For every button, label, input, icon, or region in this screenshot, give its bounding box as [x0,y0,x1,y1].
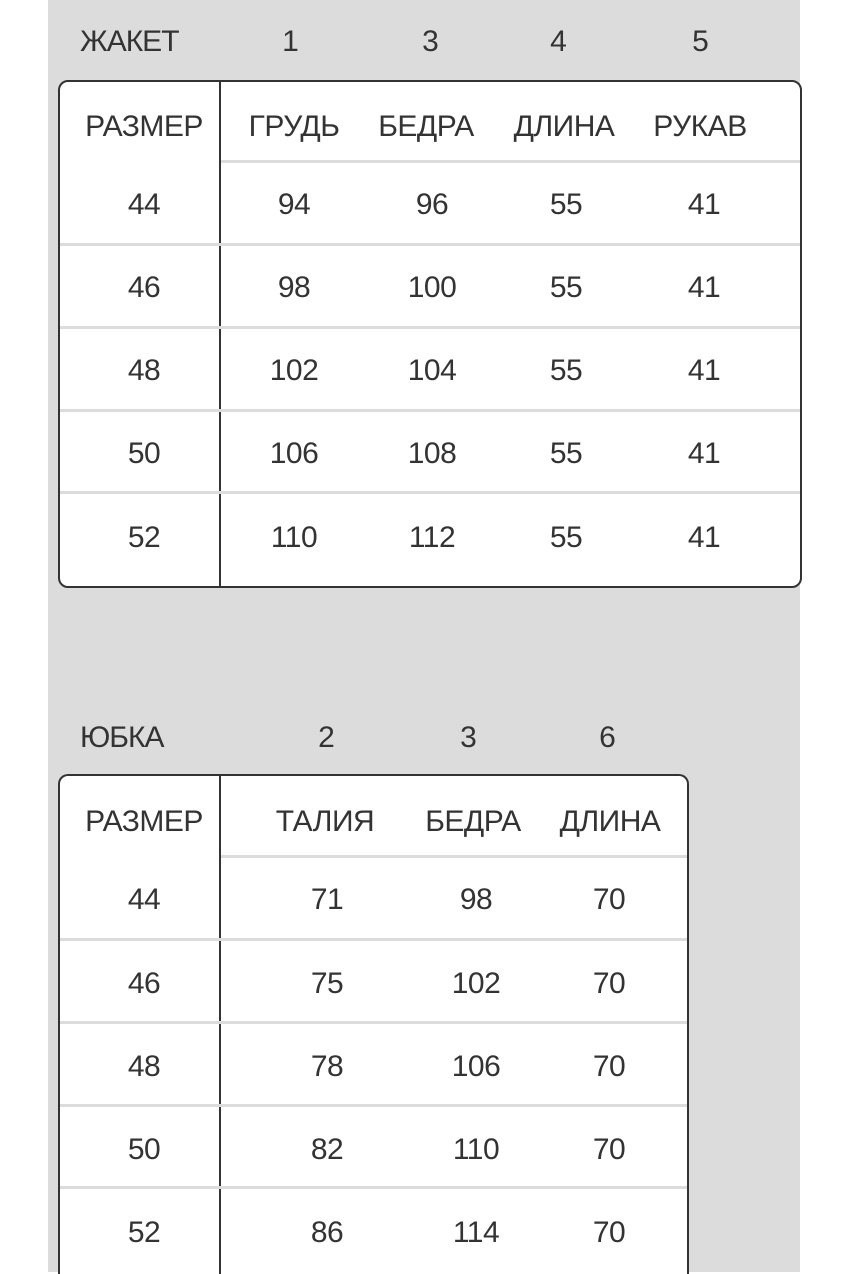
table-row-divider [60,1186,687,1189]
table-cell: 94 [277,188,311,221]
table-header-waist: ТАЛИЯ [275,805,375,838]
table-column-divider [219,82,221,586]
table-row-divider [60,243,800,246]
table-cell: 86 [310,1216,344,1249]
table-row-divider [60,326,800,329]
table-cell: 52 [127,521,161,554]
table-cell: 71 [310,883,344,916]
table-cell: 70 [592,883,626,916]
jacket-title: ЖАКЕТ [80,25,179,58]
table-cell: 110 [270,521,318,554]
table-cell: 48 [127,354,161,387]
table-cell: 102 [269,354,319,387]
table-cell: 41 [687,437,721,470]
table-cell: 70 [592,1133,626,1166]
table-cell: 46 [127,271,161,304]
table-cell: 98 [277,271,311,304]
table-row-divider [221,855,687,858]
jacket-photo-ref: 4 [550,25,566,58]
table-cell: 41 [687,271,721,304]
table-cell: 75 [310,967,344,1000]
table-cell: 55 [549,271,583,304]
skirt-photo-ref: 3 [460,721,476,754]
table-header-length: ДЛИНА [513,110,615,143]
table-row-divider [221,160,800,163]
table-column-divider [219,776,221,1274]
table-cell: 41 [687,354,721,387]
table-header-hips: БЕДРА [425,805,521,838]
jacket-photo-ref: 3 [422,25,438,58]
table-cell: 55 [549,521,583,554]
table-cell: 55 [549,437,583,470]
table-cell: 102 [451,967,501,1000]
table-header-hips: БЕДРА [378,110,474,143]
table-cell: 52 [127,1216,161,1249]
table-cell: 70 [592,1216,626,1249]
table-row-divider [60,1021,687,1024]
table-cell: 44 [127,188,161,221]
table-row-divider [60,938,687,941]
table-cell: 70 [592,967,626,1000]
table-cell: 41 [687,188,721,221]
table-cell: 70 [592,1050,626,1083]
table-cell: 48 [127,1050,161,1083]
table-cell: 44 [127,883,161,916]
table-cell: 50 [127,437,161,470]
table-cell: 41 [687,521,721,554]
table-cell: 96 [415,188,449,221]
table-cell: 108 [407,437,457,470]
table-cell: 112 [408,521,456,554]
jacket-photo-ref: 5 [692,25,708,58]
table-cell: 46 [127,967,161,1000]
table-cell: 100 [407,271,457,304]
table-cell: 110 [452,1133,500,1166]
table-cell: 98 [459,883,493,916]
table-header-size: РАЗМЕР [85,110,203,143]
table-cell: 104 [407,354,457,387]
table-cell: 55 [549,354,583,387]
table-cell: 106 [269,437,319,470]
jacket-size-table [58,80,802,588]
table-cell: 114 [452,1216,500,1249]
table-header-sleeve: РУКАВ [653,110,747,143]
table-row-divider [60,491,800,494]
skirt-title: ЮБКА [80,721,164,754]
table-header-chest: ГРУДЬ [248,110,340,143]
table-cell: 106 [451,1050,501,1083]
skirt-photo-ref: 2 [318,721,334,754]
jacket-photo-ref: 1 [282,25,298,58]
table-cell: 78 [310,1050,344,1083]
skirt-photo-ref: 6 [599,721,615,754]
table-row-divider [60,409,800,412]
table-header-size: РАЗМЕР [85,805,203,838]
table-cell: 50 [127,1133,161,1166]
table-row-divider [60,1104,687,1107]
skirt-size-table [58,774,689,1274]
table-header-length: ДЛИНА [559,805,661,838]
table-cell: 82 [310,1133,344,1166]
table-cell: 55 [549,188,583,221]
